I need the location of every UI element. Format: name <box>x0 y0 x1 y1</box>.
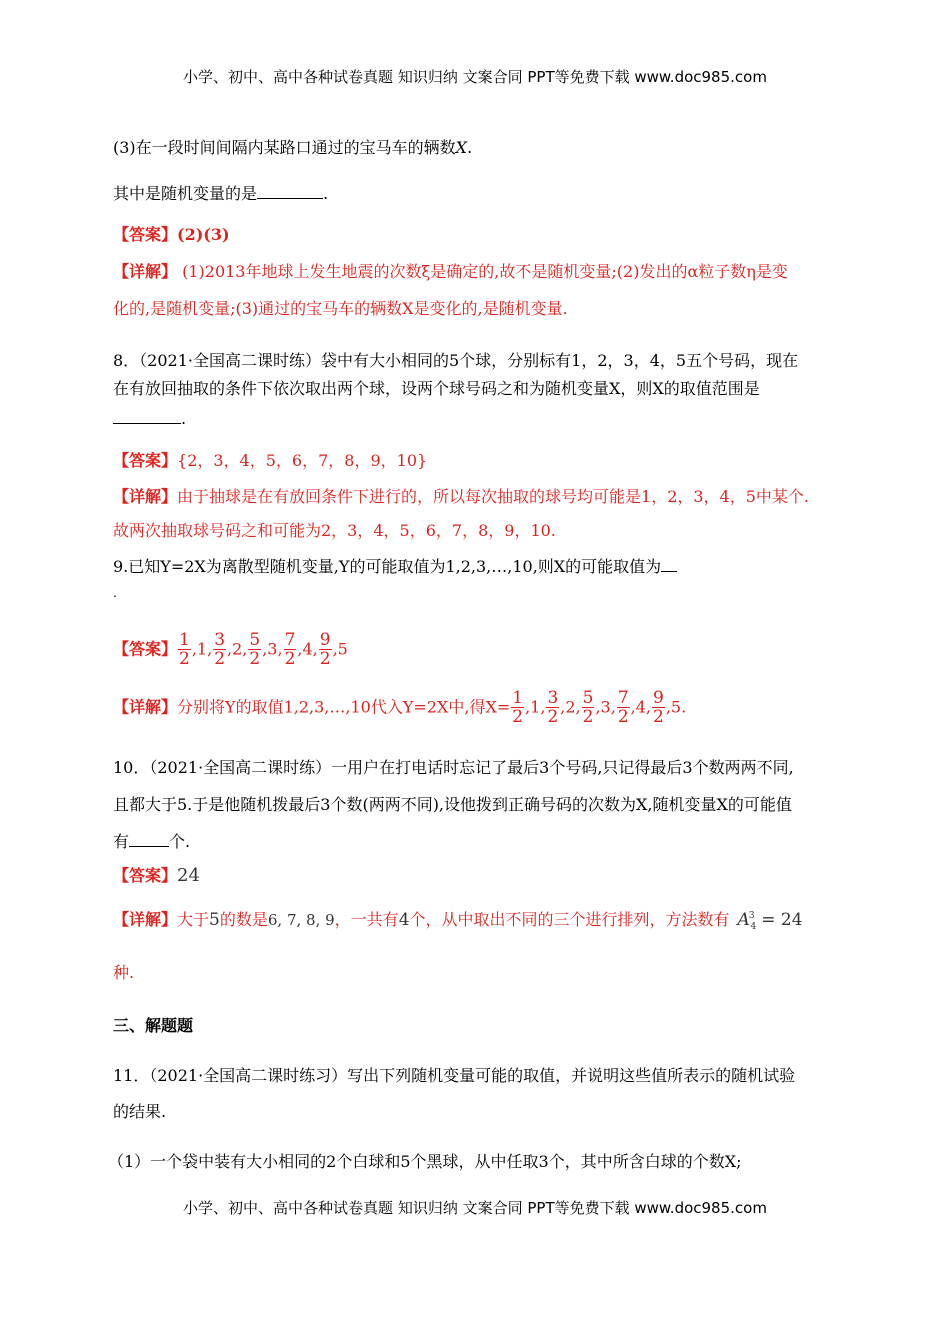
q9-answer: 【答案】 $\frac{1}{2}$ ,1, $\frac{3}{2}$ ,2, $\frac{5}{2}$ ,3, $\frac{7}{2}$ ,4, $\frac{9}{2}$ ,5 <box>113 630 348 669</box>
fraction: $\frac{7}{2}$ <box>617 688 629 727</box>
fraction: $\frac{7}{2}$ <box>284 630 296 669</box>
q8-detail-line2: 故两次抽取球号码之和可能为2，3，4，5，6，7，8，9，10. <box>113 521 556 540</box>
q11-line1: 11．（2021·全国高二课时练习）写出下列随机变量可能的取值，并说明这些值所表示的随机试验 <box>113 1066 796 1085</box>
q9-line1: 9.已知Y=2X为离散型随机变量,Y的可能取值为1,2,3,…,10,则X的可能取值为 <box>113 556 677 577</box>
q9-line2: . <box>113 586 117 600</box>
answer-blank <box>129 831 169 847</box>
q7-detail-line2: 化的,是随机变量;(3)通过的宝马车的辆数X是变化的,是随机变量. <box>113 299 568 318</box>
q8-detail-line1: 【详解】由于抽球是在有放回条件下进行的，所以每次抽取的球号均可能是1，2，3，4，5中某个. <box>113 487 810 506</box>
q8-line3: . <box>113 408 186 429</box>
section-title: 三、解题题 <box>113 1016 194 1035</box>
answer-blank <box>661 556 677 572</box>
q8-answer: 【答案】{2，3，4，5，6，7，8，9，10} <box>113 451 428 470</box>
q8-line2: 在有放回抽取的条件下依次取出两个球，设两个球号码之和为随机变量X，则X的取值范围是 <box>113 379 760 398</box>
fraction: $\frac{5}{2}$ <box>582 688 594 727</box>
q10-answer: 【答案】24 <box>113 865 200 886</box>
fraction: $\frac{9}{2}$ <box>319 630 331 669</box>
answer-blank <box>113 408 181 424</box>
q11-line2: 的结果. <box>113 1102 167 1121</box>
answer-blank <box>257 183 323 199</box>
fraction: $\frac{3}{2}$ <box>547 688 559 727</box>
fraction: $\frac{1}{2}$ <box>512 688 524 727</box>
fraction: $\frac{3}{2}$ <box>214 630 226 669</box>
q10-detail: 【详解】大于5的数是6, 7, 8, 9，一共有4个，从中取出不同的三个进行排列，方法数有 $A^3_4 = 24$ <box>113 910 803 932</box>
q9-detail: 【详解】分别将Y的取值1,2,3,…,10代入Y=2X中,得X= $\frac{1}{2}$ ,1, $\frac{3}{2}$ ,2, $\frac{5}{2}$ ,3, $\frac{7}{2}$ ,4, $\frac{9}{2}$ ,5. <box>113 688 687 727</box>
q7-ask: 其中是随机变量的是 . <box>113 184 329 203</box>
fraction: $\frac{9}{2}$ <box>653 688 664 727</box>
q11-line3: （1）一个袋中装有大小相同的2个白球和5个黑球，从中任取3个，其中所含白球的个数X; <box>108 1152 742 1171</box>
page-header: 小学、初中、高中各种试卷真题 知识归纳 文案合同 PPT等免费下载 www.doc985.com <box>183 68 767 86</box>
q7-detail-line1: 【详解】 (1)2013年地球上发生地震的次数ξ是确定的,故不是随机变量;(2)发出的α粒子数η是变 <box>113 262 788 281</box>
fraction: $\frac{1}{2}$ <box>179 630 190 669</box>
q8-line1: 8．（2021·全国高二课时练）袋中有大小相同的5个球，分别标有1，2，3，4，5五个号码，现在 <box>113 351 799 370</box>
fraction: $\frac{5}{2}$ <box>249 630 261 669</box>
q10-line2: 且都大于5.于是他随机拨最后3个数(两两不同),设他拨到正确号码的次数为X,随机变量X的可能值 <box>113 795 792 814</box>
q10-line3: 有 个. <box>113 832 191 851</box>
q7-item3: (3)在一段时间间隔内某路口通过的宝马车的辆数X. <box>113 138 473 157</box>
page-footer: 小学、初中、高中各种试卷真题 知识归纳 文案合同 PPT等免费下载 www.doc985.com <box>183 1199 767 1217</box>
q7-answer: 【答案】(2)(3) <box>113 225 230 244</box>
q10-detail-end: 种. <box>113 963 135 982</box>
q10-line1: 10．（2021·全国高二课时练）一用户在打电话时忘记了最后3个号码,只记得最后3个数两两不同, <box>113 758 794 777</box>
math-permutation: $A^3_4 = 24$ <box>737 910 803 932</box>
